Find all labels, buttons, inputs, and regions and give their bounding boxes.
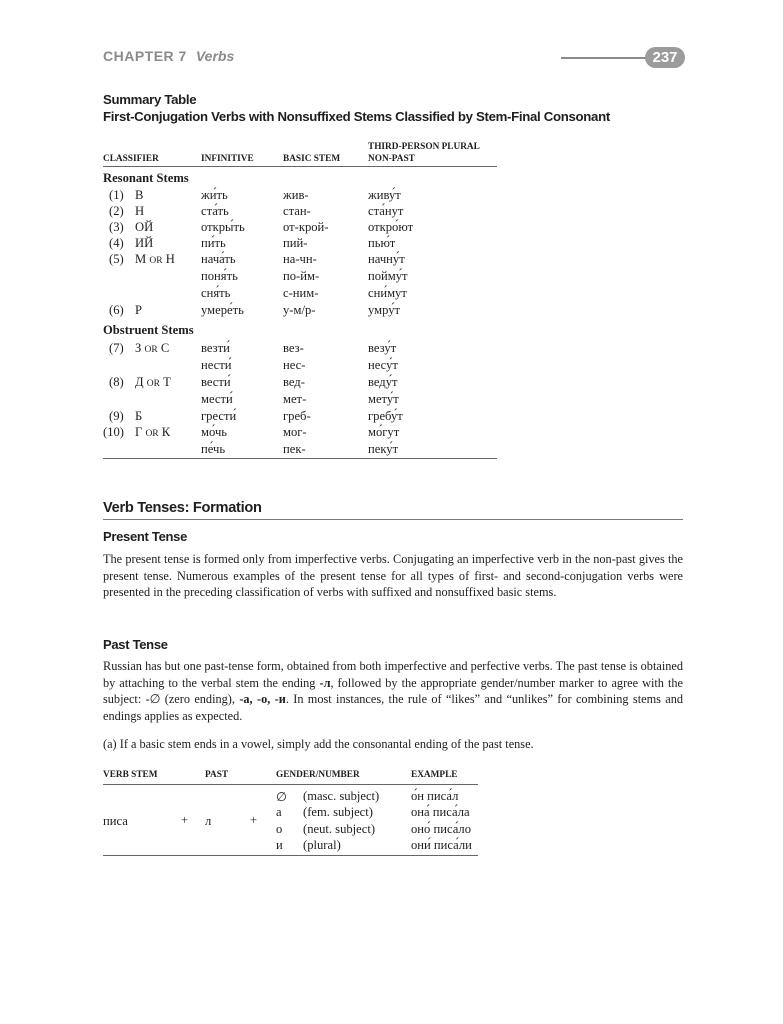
table-row: (4) ИЙ пи́ть пий- пью́т	[109, 236, 396, 250]
group-resonant-stems: Resonant Stems	[103, 171, 189, 185]
table-row: нести́ нес- несу́т	[201, 358, 398, 372]
table-row: (10) Г OR К мо́чь мог- мо́гут	[103, 425, 400, 439]
col-infinitive: INFINITIVE	[201, 154, 254, 164]
table-row: поня́ть по-йм- пойму́т	[201, 269, 408, 283]
marker-cell: ∅	[276, 790, 287, 804]
table-rule-top	[103, 166, 497, 167]
gloss-cell: (masc. subject)	[303, 789, 380, 803]
table-row: (1) В жи́ть жив- живу́т	[109, 188, 401, 202]
section-rule	[103, 519, 683, 520]
header-rule	[561, 57, 649, 59]
present-tense-paragraph: The present tense is formed only from imperfective verbs. Conjugating an imperfective verb in the non-past gives the present tense. Numerous examples of the present tense for all types of first- and second-conjugation verbs were presented in the preceding classification of verbs with suffixed and nonsuffixed basic stems.	[103, 552, 683, 599]
col-classifier: CLASSIFIER	[103, 154, 159, 164]
col-example: EXAMPLE	[411, 770, 458, 780]
col-verb-stem: VERB STEM	[103, 770, 158, 780]
chapter-label: CHAPTER 7 Verbs	[103, 48, 235, 64]
gloss-cell: (plural)	[303, 838, 341, 852]
section-heading-verb-tenses: Verb Tenses: Formation	[103, 500, 262, 516]
page-number: 237	[645, 47, 685, 68]
plus-sign: +	[250, 813, 258, 827]
table-row: (2) Н ста́ть стан- ста́нут	[109, 204, 404, 218]
past-markers: -а, -о, -и	[239, 692, 286, 706]
gloss-cell: (fem. subject)	[303, 805, 373, 819]
past-cell: л	[205, 814, 212, 828]
past-tense-paragraph: Russian has but one past-tense form, obtained from both imperfective and perfective verbs. The past tense is obtained by attaching to the verbal stem the ending -л, followed by the appropriate gender/number marker to agree with the subject: -∅ (zero ending), -а, -о, -и. In most instances, the rule of “likes” and “unlikes” for combining stems and endings applies as expected.	[103, 659, 684, 723]
summary-table-subtitle: First-Conjugation Verbs with Nonsuffixed Stems Classified by Stem-Final Consonant	[103, 109, 610, 124]
table-row: (6) Р умере́ть у-м/р- умру́т	[109, 303, 401, 317]
chapter-title: Verbs	[195, 48, 235, 64]
subheading-past-tense: Past Tense	[103, 637, 168, 652]
table-row: (7) З OR С везти́ вез- везу́т	[109, 341, 397, 355]
table-row: сня́ть с-ним- сни́мут	[201, 286, 407, 300]
table-row: (8) Д OR Т вести́ вед- веду́т	[109, 375, 398, 389]
col-third-person-line2: NON-PAST	[368, 154, 415, 164]
col-past: PAST	[205, 770, 229, 780]
table-rule-bottom	[103, 855, 478, 856]
verb-stem-cell: писа	[103, 814, 128, 828]
table-row: мести́ мет- мету́т	[201, 392, 399, 406]
col-basic-stem: BASIC STEM	[283, 154, 341, 164]
gloss-cell: (neut. subject)	[303, 822, 376, 836]
summary-table-title: Summary Table First-Conjugation Verbs with Nonsuffixed Stems Classified by Stem-Final Consonant	[103, 92, 610, 124]
past-ending: -л	[319, 675, 331, 690]
subheading-present-tense: Present Tense	[103, 529, 188, 544]
table-rule-bottom	[103, 458, 497, 459]
table-row: (9) Б грести́ греб- гребу́т	[109, 409, 403, 423]
group-obstruent-stems: Obstruent Stems	[103, 323, 194, 337]
example-cell: о́н писа́л	[411, 789, 459, 803]
marker-cell: а	[276, 805, 282, 819]
page-header	[103, 47, 683, 69]
col-third-person-line1: THIRD-PERSON PLURAL	[368, 142, 480, 152]
example-cell: она́ писа́ла	[411, 805, 470, 819]
rule-a: (a) If a basic stem ends in a vowel, simply add the consonantal ending of the past tense.	[103, 737, 534, 751]
col-gender-number: GENDER/NUMBER	[276, 770, 360, 780]
table-rule-top	[103, 784, 478, 785]
marker-cell: о	[276, 822, 283, 836]
table-row: (3) ОЙ откры́ть от-крой- откро́ют	[109, 220, 414, 234]
marker-cell: и	[276, 838, 283, 852]
table-row: пе́чь пек- пеку́т	[201, 442, 399, 456]
plus-sign: +	[181, 813, 189, 827]
example-cell: они́ писа́ли	[411, 838, 472, 852]
example-cell: оно́ писа́ло	[411, 822, 471, 836]
table-row: (5) М OR Н нача́ть на-чн- начну́т	[109, 252, 405, 266]
